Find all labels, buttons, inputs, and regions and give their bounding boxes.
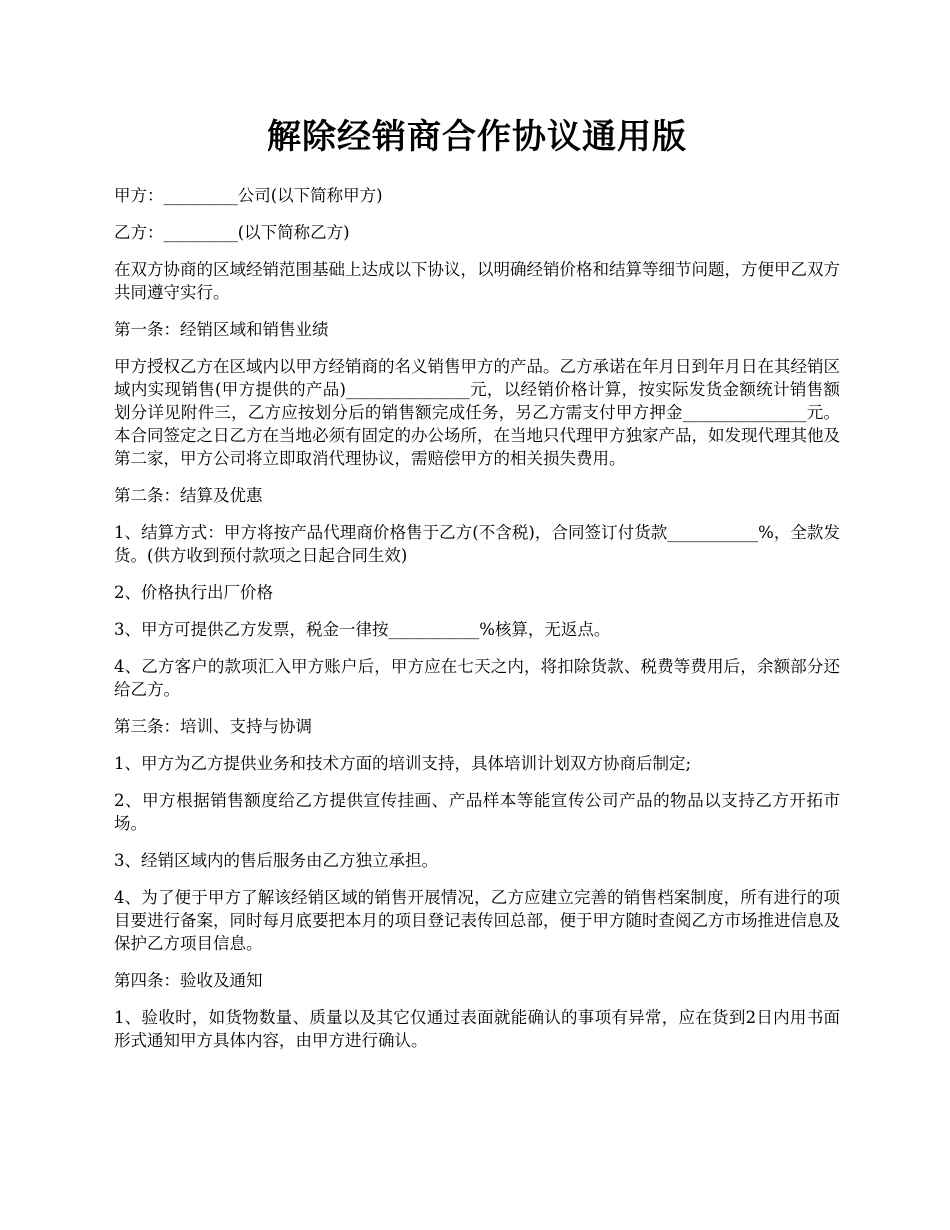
document-title: 解除经销商合作协议通用版 <box>267 117 687 157</box>
section-4-heading: 第四条：验收及通知 <box>114 971 263 990</box>
party-b-line: 乙方：_________(以下简称乙方) <box>114 223 350 242</box>
section-3-heading: 第三条：培训、支持与协调 <box>114 717 312 736</box>
section-2-paragraph-3: 3、甲方可提供乙方发票，税金一律按___________%核算，无返点。 <box>114 620 611 639</box>
section-2-paragraph-1: 1、结算方式：甲方将按产品代理商价格售于乙方(不含税)，合同签订付货款___________%，全款发货。(供方收到预付款项之日起合同生效) <box>114 523 840 565</box>
section-3-paragraph-4: 4、为了便于甲方了解该经销区域的销售开展情况，乙方应建立完善的销售档案制度，所有进行的项目要进行备案，同时每月底要把本月的项目登记表传回总部，便于甲方随时查阅乙方市场推进信息及保护乙方项目信息。 <box>114 888 840 953</box>
section-2-paragraph-2: 2、价格执行出厂价格 <box>114 583 273 602</box>
section-2-heading: 第二条：结算及优惠 <box>114 486 263 505</box>
intro-paragraph: 在双方协商的区域经销范围基础上达成以下协议，以明确经销价格和结算等细节问题，方便甲乙双方共同遵守实行。 <box>114 260 840 302</box>
section-3-paragraph-3: 3、经销区域内的售后服务由乙方独立承担。 <box>114 851 438 870</box>
section-3-paragraph-2: 2、甲方根据销售额度给乙方提供宣传挂画、产品样本等能宣传公司产品的物品以支持乙方开拓市场。 <box>114 791 840 833</box>
section-3-paragraph-1: 1、甲方为乙方提供业务和技术方面的培训支持，具体培训计划双方协商后制定; <box>114 754 692 773</box>
document-page <box>114 108 840 1066</box>
party-a-line: 甲方：_________公司(以下简称甲方) <box>114 186 383 205</box>
section-2-paragraph-4: 4、乙方客户的款项汇入甲方账户后，甲方应在七天之内，将扣除货款、税费等费用后，余额部分还给乙方。 <box>114 657 840 699</box>
section-1-heading: 第一条：经销区域和销售业绩 <box>114 320 329 339</box>
section-4-paragraph-1: 1、验收时，如货物数量、质量以及其它仅通过表面就能确认的事项有异常，应在货到2日内用书面形式通知甲方具体内容，由甲方进行确认。 <box>114 1008 840 1050</box>
section-1-paragraph-1: 甲方授权乙方在区域内以甲方经销商的名义销售甲方的产品。乙方承诺在年月日到年月日在其经销区域内实现销售(甲方提供的产品)_______________元，以经销价格计算，按实际发货金额统计销售额划分详见附件三，乙方应按划分后的销售额完成任务，另乙方需支付甲方押金_______________元。本合同签定之日乙方在当地必须有固定的办公场所，在当地只代理甲方独家产品，如发现代理其他及第二家，甲方公司将立即取消代理协议，需赔偿甲方的相关损失费用。 <box>114 357 840 468</box>
